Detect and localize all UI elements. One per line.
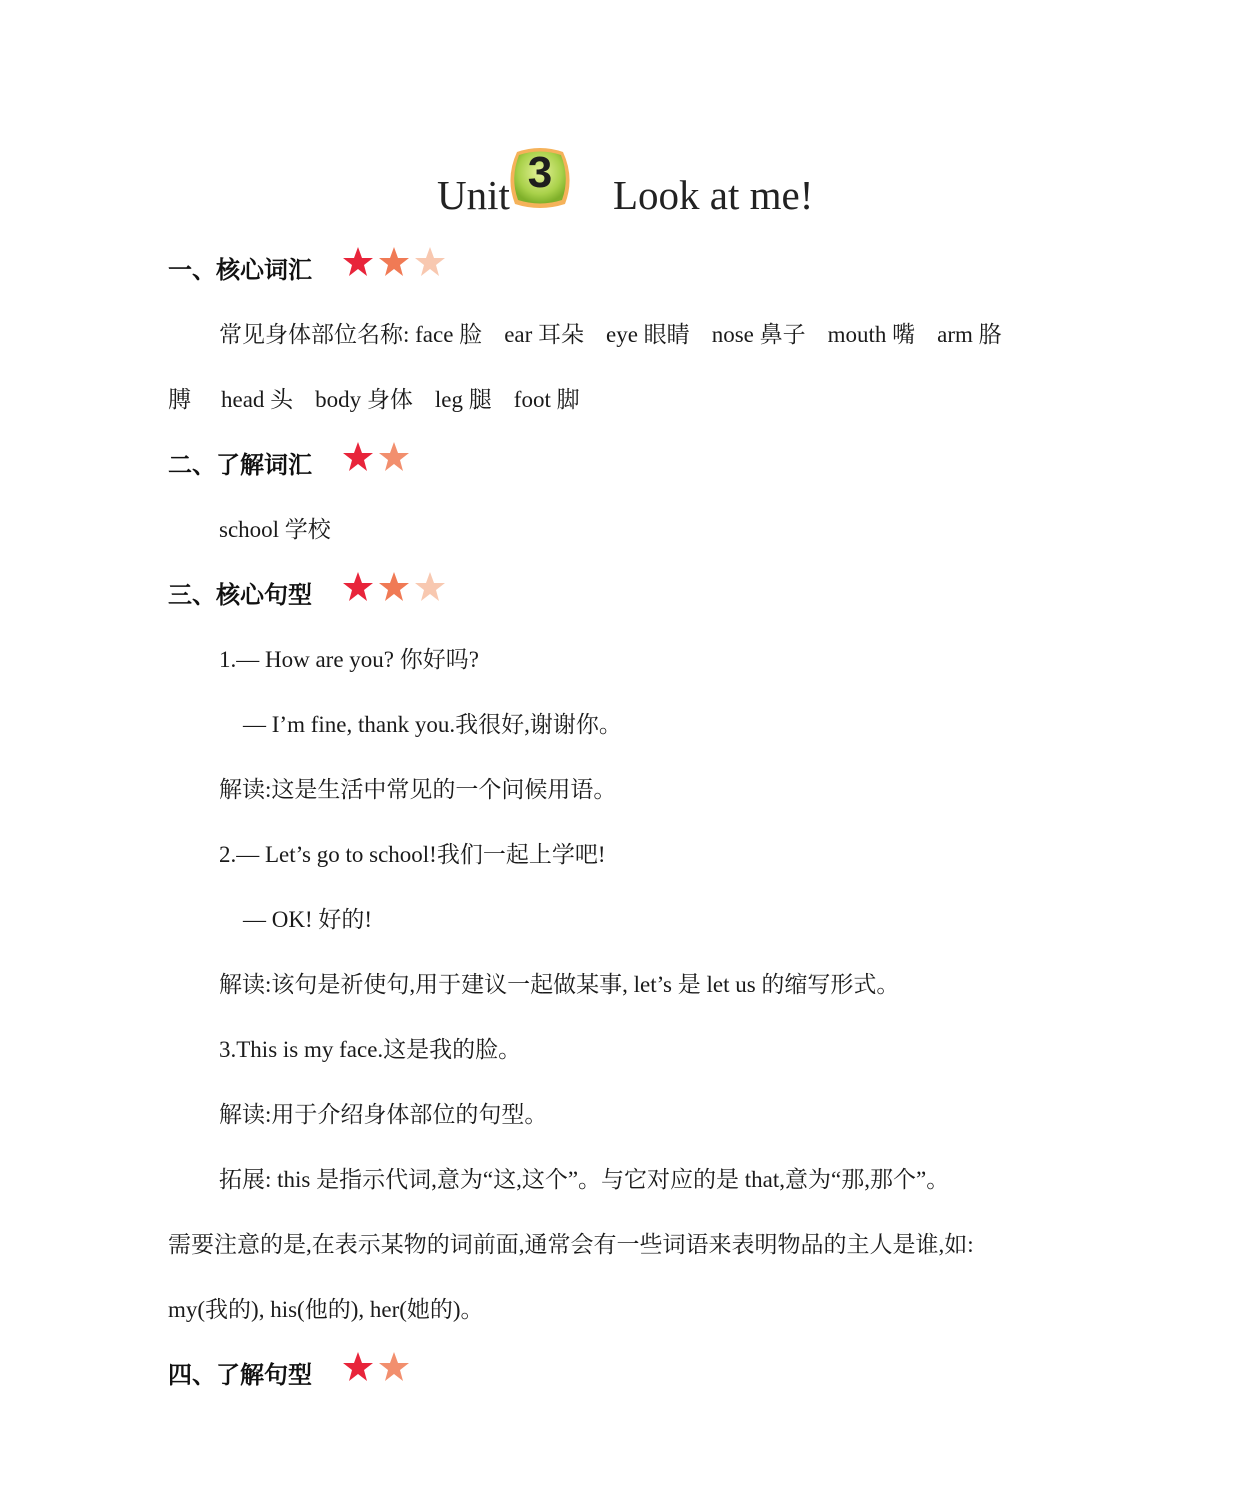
vocab-item: mouth 嘴: [827, 322, 916, 347]
section3-stars: [342, 571, 446, 603]
star-icon: [342, 441, 374, 473]
section4-heading: 四、了解句型: [168, 1361, 312, 1389]
vocab-item: foot 脚: [513, 387, 580, 412]
unit-number: 3: [527, 148, 553, 197]
sentence-line: 拓展: this 是指示代词,意为“这,这个”。与它对应的是 that,意为“那,那个”。: [219, 1167, 950, 1192]
section3-heading: 三、核心句型: [168, 581, 312, 609]
sentence-line: 解读:该句是祈使句,用于建议一起做某事, let’s 是 let us 的缩写形式。: [219, 972, 900, 997]
star-icon: [378, 571, 410, 603]
sentence-line: 解读:这是生活中常见的一个问候用语。: [219, 777, 617, 802]
sentence-line: — OK! 好的!: [243, 907, 373, 932]
vocab-item: head 头: [221, 387, 294, 412]
sentence-line: — I’m fine, thank you.我很好,谢谢你。: [243, 712, 622, 737]
title-subtitle: Look at me!: [613, 172, 814, 218]
sentence-line: my(我的), his(他的), her(她的)。: [168, 1297, 484, 1322]
star-icon: [414, 246, 446, 278]
star-icon: [378, 1351, 410, 1383]
sentence-line: 解读:用于介绍身体部位的句型。: [219, 1102, 548, 1127]
section1-stars: [342, 246, 446, 278]
section2-stars: [342, 441, 410, 473]
vocab-item: leg 腿: [434, 387, 492, 412]
star-icon: [342, 1351, 374, 1383]
star-icon: [378, 441, 410, 473]
sentence-line: 2.— Let’s go to school!我们一起上学吧!: [219, 842, 606, 867]
star-icon: [414, 571, 446, 603]
sentence-line: 3.This is my face.这是我的脸。: [219, 1037, 522, 1062]
unit-number-badge: [507, 146, 573, 210]
sentence-line: 需要注意的是,在表示某物的词前面,通常会有一些词语来表明物品的主人是谁,如:: [168, 1232, 974, 1257]
vocab-item: body 身体: [315, 387, 413, 412]
vocab-item: eye 眼睛: [606, 322, 690, 347]
vocab-item: arm 胳: [937, 322, 1002, 347]
vocab-item: ear 耳朵: [504, 322, 585, 347]
vocab-intro: 常见身体部位名称:: [219, 322, 416, 347]
star-icon: [342, 246, 374, 278]
vocab-item: nose 鼻子: [711, 322, 806, 347]
section2-heading: 二、了解词汇: [168, 451, 312, 479]
vocab-line-1: [219, 316, 1002, 349]
title-unit: Unit: [437, 172, 510, 218]
sentence-line: 1.— How are you? 你好吗?: [219, 647, 479, 672]
vocab-line-2: [168, 381, 580, 414]
vocab-item: 膊: [168, 387, 191, 412]
section2-vocab: school 学校: [219, 517, 331, 542]
section1-heading: 一、核心词汇: [168, 256, 312, 284]
section4-stars: [342, 1351, 410, 1383]
star-icon: [378, 246, 410, 278]
vocab-item: face 脸: [415, 322, 483, 347]
star-icon: [342, 571, 374, 603]
